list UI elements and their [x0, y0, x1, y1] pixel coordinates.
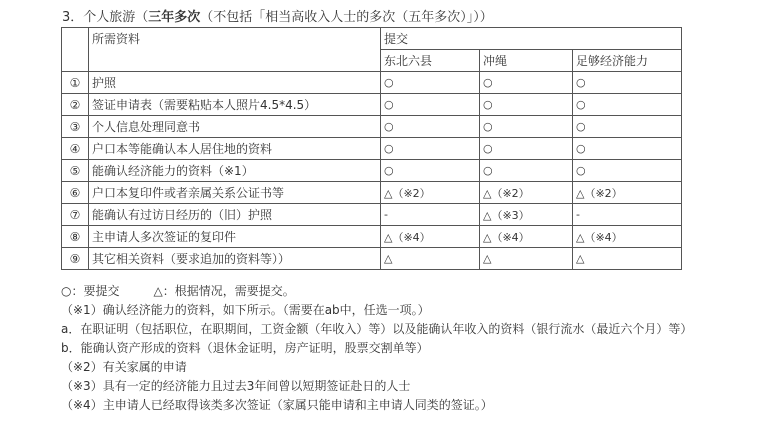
notes-section — [61, 282, 692, 415]
row-number: ⑨ — [62, 248, 89, 270]
cell-economic: ○ — [573, 116, 682, 138]
note-line: b．能确认资产形成的资料（退休金证明，房产证明，股票交割单等） — [61, 341, 429, 355]
row-item: 户口本等能确认本人居住地的资料 — [89, 138, 381, 160]
title-suffix: （不包括「相当高收入人士的多次（五年多次）」）） — [200, 10, 493, 25]
row-number: ③ — [62, 116, 89, 138]
cell-okinawa: △ — [480, 248, 573, 270]
row-item: 护照 — [89, 72, 381, 94]
col-header-okinawa: 冲绳 — [480, 50, 573, 72]
note-line: （※3）具有一定的经济能力且过去3年间曾以短期签证赴日的人士 — [61, 379, 411, 393]
col-header-tohoku: 东北六县 — [381, 50, 480, 72]
requirements-table — [61, 27, 682, 270]
cell-tohoku: △ — [381, 248, 480, 270]
cell-economic: ○ — [573, 94, 682, 116]
section-title — [62, 6, 493, 25]
title-bold: 三年多次 — [148, 10, 201, 25]
cell-tohoku: ○ — [381, 72, 480, 94]
cell-okinawa: ○ — [480, 72, 573, 94]
row-item: 主申请人多次签证的复印件 — [89, 226, 381, 248]
note-line: （※1）确认经济能力的资料，如下所示。（需要在ab中，任选一项。） — [61, 303, 430, 317]
cell-okinawa: △（※4） — [480, 226, 573, 248]
row-item: 能确认有过访日经历的（旧）护照 — [89, 204, 381, 226]
cell-economic: △（※2） — [573, 182, 682, 204]
cell-economic: - — [573, 204, 682, 226]
cell-economic: ○ — [573, 72, 682, 94]
row-number: ⑦ — [62, 204, 89, 226]
row-number: ② — [62, 94, 89, 116]
header-submit: 提交 — [381, 28, 682, 50]
row-number: ① — [62, 72, 89, 94]
header-num-cell — [62, 28, 89, 72]
cell-tohoku: - — [381, 204, 480, 226]
table-row — [62, 182, 682, 204]
row-item: 其它相关资料（要求追加的资料等）） — [89, 248, 381, 270]
table-row — [62, 204, 682, 226]
row-number: ⑤ — [62, 160, 89, 182]
row-item: 签证申请表（需要粘贴本人照片4.5*4.5） — [89, 94, 381, 116]
cell-tohoku: △（※4） — [381, 226, 480, 248]
cell-okinawa: △（※2） — [480, 182, 573, 204]
row-item: 能确认经济能力的资料（※1） — [89, 160, 381, 182]
cell-economic: ○ — [573, 138, 682, 160]
note-line: a．在职证明（包括职位，在职期间，工资金额（年收入）等）以及能确认年收入的资料（银行流水（最近六个月）等） — [61, 322, 693, 336]
cell-tohoku: ○ — [381, 160, 480, 182]
cell-tohoku: ○ — [381, 138, 480, 160]
table-header-row — [62, 28, 682, 50]
cell-tohoku: △（※2） — [381, 182, 480, 204]
table-row — [62, 138, 682, 160]
cell-economic: ○ — [573, 160, 682, 182]
cell-tohoku: ○ — [381, 116, 480, 138]
table-row — [62, 94, 682, 116]
cell-okinawa: ○ — [480, 160, 573, 182]
table-row — [62, 116, 682, 138]
row-number: ⑧ — [62, 226, 89, 248]
header-required-docs: 所需资料 — [89, 28, 381, 72]
cell-economic: △ — [573, 248, 682, 270]
row-item: 户口本复印件或者亲属关系公证书等 — [89, 182, 381, 204]
table-row — [62, 226, 682, 248]
col-header-economic: 足够经济能力 — [573, 50, 682, 72]
row-number: ④ — [62, 138, 89, 160]
legend-line — [61, 282, 692, 301]
table-row — [62, 160, 682, 182]
note-line: （※4）主申请人已经取得该类多次签证（家属只能申请和主申请人同类的签证。） — [61, 398, 493, 412]
legend-required: ○：要提交 — [61, 284, 120, 298]
cell-okinawa: ○ — [480, 94, 573, 116]
cell-tohoku: ○ — [381, 94, 480, 116]
cell-economic: △（※4） — [573, 226, 682, 248]
row-item: 个人信息处理同意书 — [89, 116, 381, 138]
cell-okinawa: ○ — [480, 138, 573, 160]
row-number: ⑥ — [62, 182, 89, 204]
note-line: （※2）有关家属的申请 — [61, 360, 187, 374]
cell-okinawa: △（※3） — [480, 204, 573, 226]
title-prefix: 3．个人旅游（ — [62, 10, 149, 25]
table-row — [62, 72, 682, 94]
table-row — [62, 248, 682, 270]
legend-situational: △：根据情况，需要提交。 — [153, 284, 295, 298]
cell-okinawa: ○ — [480, 116, 573, 138]
